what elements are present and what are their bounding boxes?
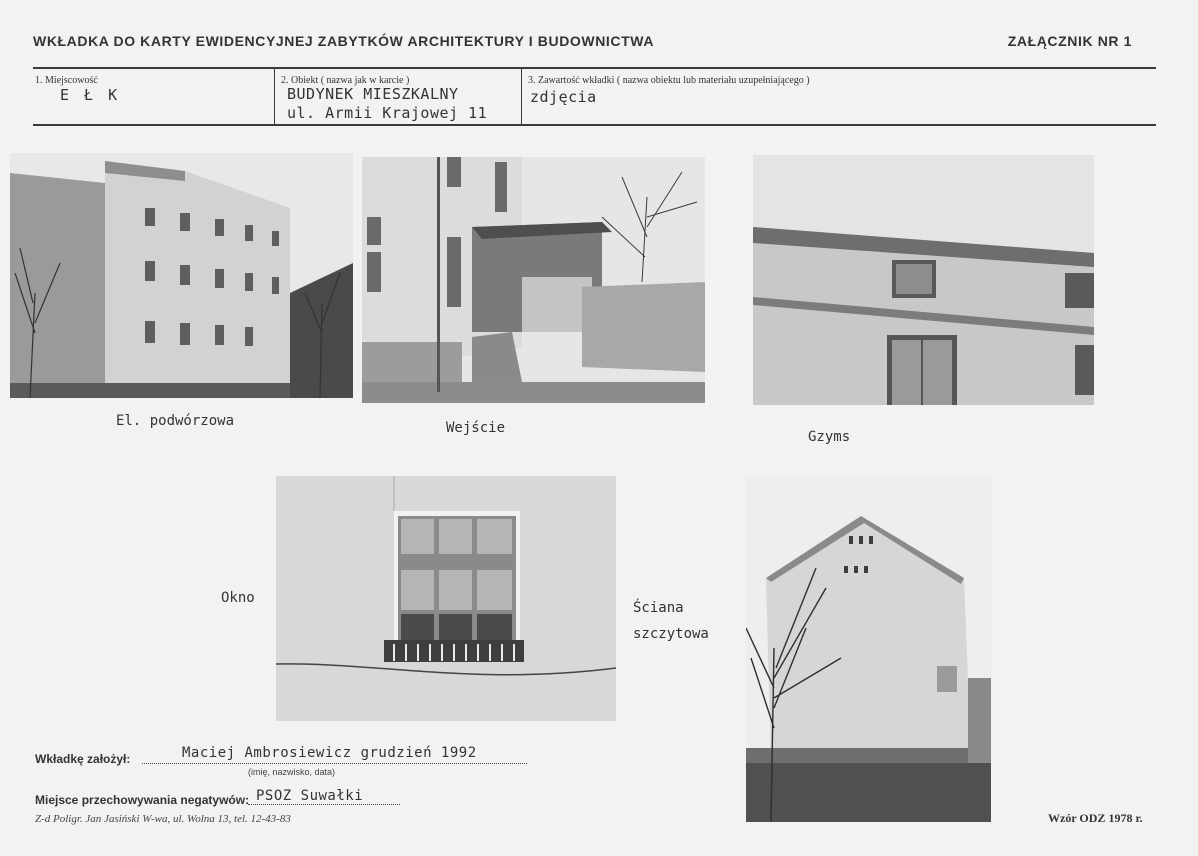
locality-value: E Ł K xyxy=(60,86,121,104)
contents-value: zdjęcia xyxy=(530,88,597,106)
top-rule xyxy=(33,67,1156,69)
object-value-line2: ul. Armii Krajowej 11 xyxy=(287,104,488,122)
locality-label: 1. Miejscowość xyxy=(35,75,98,86)
caption-gable-wall-line1: Ściana xyxy=(633,600,684,616)
caption-cornice: Gzyms xyxy=(808,429,851,445)
field-divider xyxy=(521,69,522,124)
negatives-label: Miejsce przechowywania negatywów: xyxy=(35,793,250,807)
photo-courtyard-elevation xyxy=(10,153,353,398)
contents-label: 3. Zawartość wkładki ( nazwa obiektu lub materiału uzupełniającego ) xyxy=(528,75,810,86)
photo-window xyxy=(276,476,616,721)
author-value: Maciej Ambrosiewicz grudzień 1992 xyxy=(182,745,477,761)
negatives-value: PSOZ Suwałki xyxy=(256,788,364,804)
fields-bottom-rule xyxy=(33,124,1156,126)
printer-imprint: Z-d Poligr. Jan Jasiński W-wa, ul. Wolna 13, tel. 12-43-83 xyxy=(35,813,291,825)
photo-entrance xyxy=(362,157,705,403)
field-divider xyxy=(274,69,275,124)
author-dotted-line xyxy=(142,763,527,764)
photo-cornice xyxy=(753,155,1094,405)
author-label: Wkładkę założył: xyxy=(35,752,131,766)
form-number: Wzór ODZ 1978 r. xyxy=(1048,811,1143,825)
document-title: WKŁADKA DO KARTY EWIDENCYJNEJ ZABYTKÓW ARCHITEKTURY I BUDOWNICTWA xyxy=(33,33,655,49)
caption-window: Okno xyxy=(221,590,255,606)
object-label: 2. Obiekt ( nazwa jak w karcie ) xyxy=(281,75,410,86)
negatives-dotted-line xyxy=(248,804,400,805)
caption-entrance: Wejście xyxy=(446,420,506,436)
caption-courtyard-elevation: El. podwórzowa xyxy=(116,413,235,429)
photo-gable-wall xyxy=(746,478,991,822)
annex-number: ZAŁĄCZNIK NR 1 xyxy=(1007,33,1132,49)
author-hint: (imię, nazwisko, data) xyxy=(248,767,336,777)
caption-gable-wall-line2: szczytowa xyxy=(633,626,709,642)
object-value-line1: BUDYNEK MIESZKALNY xyxy=(287,85,459,103)
